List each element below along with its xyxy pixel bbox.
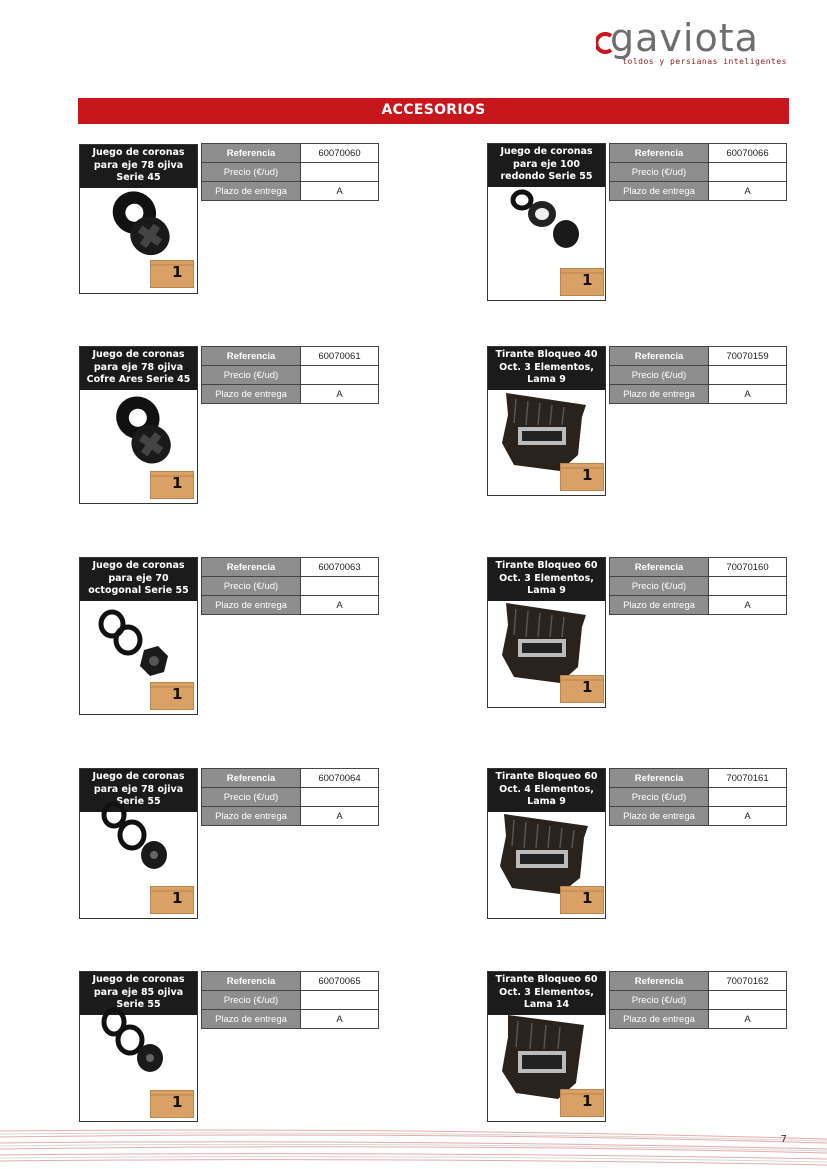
package-qty: 1	[582, 466, 593, 484]
brand-tagline: toldos y persianas inteligentes	[622, 57, 787, 66]
price-value	[709, 577, 787, 596]
package-qty: 1	[172, 889, 183, 907]
price-label: Precio (€/ud)	[202, 366, 301, 385]
product-title: Tirante Bloqueo 40 Oct. 3 Elementos, Lama 9	[488, 347, 605, 390]
price-value	[301, 991, 379, 1010]
lead-time-label: Plazo de entrega	[202, 1010, 301, 1029]
reference-value: 70070160	[709, 558, 787, 577]
product-title: Juego de coronas para eje 78 ojiva Serie 45	[80, 145, 197, 188]
price-value	[709, 366, 787, 385]
lead-time-value: A	[709, 1010, 787, 1029]
product-card	[79, 346, 198, 504]
brand-logo	[596, 16, 791, 72]
product-card	[487, 143, 606, 301]
price-label: Precio (€/ud)	[202, 788, 301, 807]
lead-time-value: A	[301, 1010, 379, 1029]
lead-time-value: A	[301, 385, 379, 404]
package-qty: 1	[172, 685, 183, 703]
package-box-icon	[150, 682, 194, 710]
reference-value: 60070064	[301, 769, 379, 788]
reference-value: 70070159	[709, 347, 787, 366]
spec-table	[609, 768, 787, 826]
lead-time-label: Plazo de entrega	[202, 807, 301, 826]
brand-name: gaviota	[610, 16, 759, 60]
reference-label: Referencia	[202, 972, 301, 991]
reference-value: 60070063	[301, 558, 379, 577]
spec-table	[609, 143, 787, 201]
product-title: Juego de coronas para eje 100 redondo Serie 55	[488, 144, 605, 187]
reference-value: 60070066	[709, 144, 787, 163]
lead-time-label: Plazo de entrega	[610, 182, 709, 201]
price-value	[301, 788, 379, 807]
package-qty: 1	[582, 1092, 593, 1110]
lead-time-value: A	[709, 596, 787, 615]
reference-label: Referencia	[202, 144, 301, 163]
page-number: 7	[780, 1134, 787, 1145]
spec-table	[609, 346, 787, 404]
price-label: Precio (€/ud)	[610, 991, 709, 1010]
reference-label: Referencia	[610, 972, 709, 991]
product-title: Tirante Bloqueo 60 Oct. 3 Elementos, Lama 9	[488, 558, 605, 601]
product-card	[487, 346, 606, 496]
product-title: Tirante Bloqueo 60 Oct. 3 Elementos, Lama 14	[488, 972, 605, 1015]
lead-time-label: Plazo de entrega	[202, 385, 301, 404]
package-box-icon	[560, 463, 604, 491]
reference-value: 60070061	[301, 347, 379, 366]
package-box-icon	[150, 260, 194, 288]
product-title: Juego de coronas para eje 85 ojiva Serie 55	[80, 972, 197, 1015]
package-qty: 1	[582, 889, 593, 907]
reference-label: Referencia	[610, 347, 709, 366]
reference-value: 60070060	[301, 144, 379, 163]
lead-time-value: A	[301, 182, 379, 201]
spec-table	[201, 971, 379, 1029]
price-value	[709, 788, 787, 807]
price-label: Precio (€/ud)	[610, 577, 709, 596]
package-box-icon	[560, 675, 604, 703]
package-box-icon	[150, 1090, 194, 1118]
lead-time-value: A	[301, 807, 379, 826]
package-box-icon	[560, 268, 604, 296]
package-qty: 1	[582, 271, 593, 289]
price-value	[709, 163, 787, 182]
spec-table	[201, 143, 379, 201]
spec-table	[201, 346, 379, 404]
product-card	[79, 768, 198, 919]
spec-table	[201, 768, 379, 826]
package-box-icon	[150, 886, 194, 914]
product-card	[79, 971, 198, 1122]
product-card	[487, 557, 606, 708]
product-title: Tirante Bloqueo 60 Oct. 4 Elementos, Lama 9	[488, 769, 605, 812]
package-qty: 1	[172, 1093, 183, 1111]
price-label: Precio (€/ud)	[610, 163, 709, 182]
product-title: Juego de coronas para eje 78 ojiva Serie 55	[80, 769, 197, 812]
lead-time-label: Plazo de entrega	[202, 596, 301, 615]
lead-time-value: A	[709, 385, 787, 404]
price-value	[301, 163, 379, 182]
package-box-icon	[560, 1089, 604, 1117]
reference-value: 60070065	[301, 972, 379, 991]
lead-time-label: Plazo de entrega	[610, 385, 709, 404]
price-label: Precio (€/ud)	[610, 366, 709, 385]
price-value	[301, 577, 379, 596]
reference-label: Referencia	[610, 769, 709, 788]
reference-value: 70070161	[709, 769, 787, 788]
lead-time-value: A	[709, 182, 787, 201]
price-label: Precio (€/ud)	[202, 991, 301, 1010]
lead-time-label: Plazo de entrega	[610, 1010, 709, 1029]
lead-time-label: Plazo de entrega	[610, 596, 709, 615]
price-label: Precio (€/ud)	[202, 577, 301, 596]
price-value	[709, 991, 787, 1010]
product-title: Juego de coronas para eje 70 octogonal Serie 55	[80, 558, 197, 601]
package-box-icon	[560, 886, 604, 914]
reference-label: Referencia	[610, 558, 709, 577]
footer-decorative-lines	[0, 1121, 827, 1169]
product-card	[487, 971, 606, 1122]
lead-time-value: A	[301, 596, 379, 615]
product-card	[79, 144, 198, 294]
package-qty: 1	[172, 263, 183, 281]
lead-time-label: Plazo de entrega	[610, 807, 709, 826]
section-header	[78, 98, 789, 124]
package-qty: 1	[172, 474, 183, 492]
spec-table	[609, 971, 787, 1029]
reference-value: 70070162	[709, 972, 787, 991]
price-label: Precio (€/ud)	[610, 788, 709, 807]
package-box-icon	[150, 471, 194, 499]
product-card	[487, 768, 606, 919]
price-value	[301, 366, 379, 385]
reference-label: Referencia	[610, 144, 709, 163]
lead-time-value: A	[709, 807, 787, 826]
package-qty: 1	[582, 678, 593, 696]
price-label: Precio (€/ud)	[202, 163, 301, 182]
reference-label: Referencia	[202, 558, 301, 577]
reference-label: Referencia	[202, 347, 301, 366]
spec-table	[201, 557, 379, 615]
product-title: Juego de coronas para eje 78 ojiva Cofre Ares Serie 45	[80, 347, 197, 390]
reference-label: Referencia	[202, 769, 301, 788]
lead-time-label: Plazo de entrega	[202, 182, 301, 201]
spec-table	[609, 557, 787, 615]
product-card	[79, 557, 198, 715]
section-title: ACCESORIOS	[381, 102, 486, 118]
